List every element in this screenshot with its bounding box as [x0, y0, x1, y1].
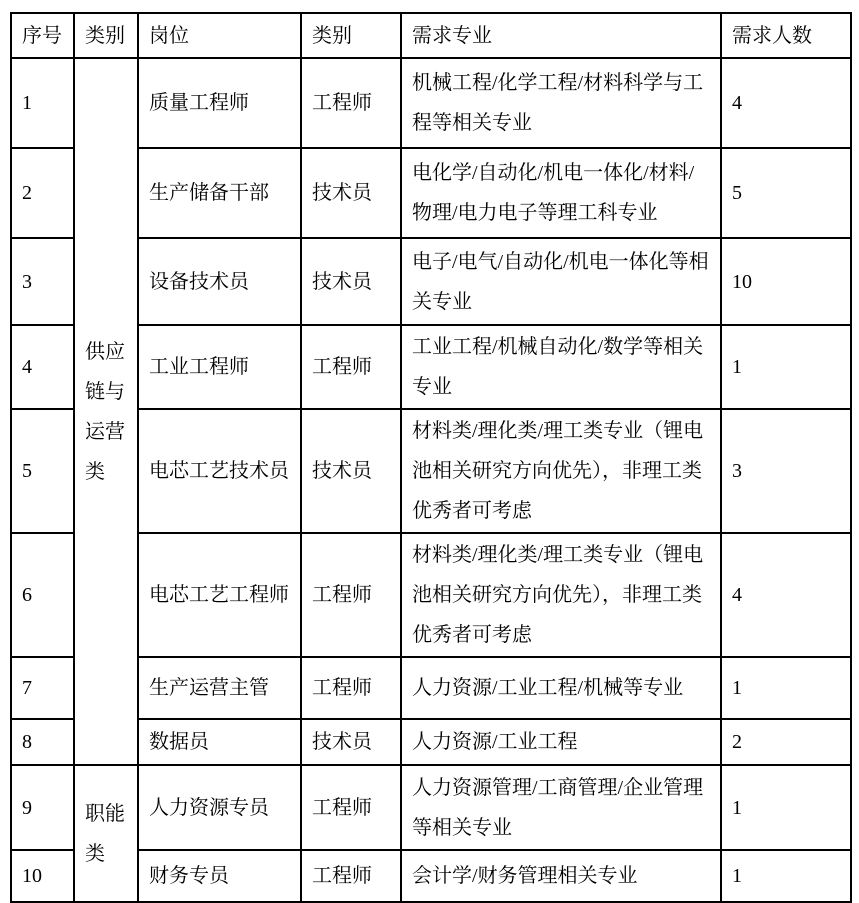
row-no-cell: 2	[11, 148, 74, 238]
category-cell-functional: 职能类	[74, 765, 138, 902]
header-row	[11, 13, 851, 58]
position-cell: 人力资源专员	[138, 765, 301, 850]
position-cell: 生产储备干部	[138, 148, 301, 238]
headcount-cell: 4	[721, 58, 851, 148]
title-type-cell: 工程师	[301, 325, 401, 409]
majors-cell: 人力资源管理/工商管理/企业管理等相关专业	[401, 765, 721, 850]
position-cell: 电芯工艺技术员	[138, 409, 301, 533]
row-no-cell: 10	[11, 850, 74, 902]
headcount-cell: 4	[721, 533, 851, 657]
headcount-cell: 5	[721, 148, 851, 238]
majors-cell: 会计学/财务管理相关专业	[401, 850, 721, 902]
headcount-cell: 10	[721, 238, 851, 325]
title-type-cell: 工程师	[301, 657, 401, 719]
header-cell-category: 类别	[74, 13, 138, 58]
title-type-cell: 技术员	[301, 238, 401, 325]
header-cell-no: 序号	[11, 13, 74, 58]
recruitment-table-container	[10, 12, 852, 903]
position-cell: 质量工程师	[138, 58, 301, 148]
majors-cell: 工业工程/机械自动化/数学等相关专业	[401, 325, 721, 409]
category-cell-supply-chain: 供应链与运营类	[74, 58, 138, 765]
row-no-cell: 5	[11, 409, 74, 533]
majors-cell: 人力资源/工业工程/机械等专业	[401, 657, 721, 719]
row-no-cell: 8	[11, 719, 74, 765]
headcount-cell: 1	[721, 657, 851, 719]
row-no-cell: 6	[11, 533, 74, 657]
header-cell-title-type: 类别	[301, 13, 401, 58]
headcount-cell: 2	[721, 719, 851, 765]
title-type-cell: 工程师	[301, 850, 401, 902]
table-row	[11, 58, 851, 148]
majors-cell: 电子/电气/自动化/机电一体化等相关专业	[401, 238, 721, 325]
position-cell: 设备技术员	[138, 238, 301, 325]
headcount-cell: 3	[721, 409, 851, 533]
title-type-cell: 技术员	[301, 148, 401, 238]
position-cell: 工业工程师	[138, 325, 301, 409]
header-cell-position: 岗位	[138, 13, 301, 58]
majors-cell: 人力资源/工业工程	[401, 719, 721, 765]
majors-cell: 材料类/理化类/理工类专业（锂电池相关研究方向优先），非理工类优秀者可考虑	[401, 409, 721, 533]
header-cell-headcount: 需求人数	[721, 13, 851, 58]
position-cell: 生产运营主管	[138, 657, 301, 719]
title-type-cell: 技术员	[301, 409, 401, 533]
row-no-cell: 9	[11, 765, 74, 850]
recruitment-table	[10, 12, 852, 903]
title-type-cell: 工程师	[301, 765, 401, 850]
row-no-cell: 4	[11, 325, 74, 409]
position-cell: 数据员	[138, 719, 301, 765]
majors-cell: 电化学/自动化/机电一体化/材料/物理/电力电子等理工科专业	[401, 148, 721, 238]
title-type-cell: 技术员	[301, 719, 401, 765]
majors-cell: 材料类/理化类/理工类专业（锂电池相关研究方向优先），非理工类优秀者可考虑	[401, 533, 721, 657]
position-cell: 财务专员	[138, 850, 301, 902]
table-row	[11, 765, 851, 850]
headcount-cell: 1	[721, 850, 851, 902]
title-type-cell: 工程师	[301, 58, 401, 148]
title-type-cell: 工程师	[301, 533, 401, 657]
row-no-cell: 1	[11, 58, 74, 148]
position-cell: 电芯工艺工程师	[138, 533, 301, 657]
row-no-cell: 3	[11, 238, 74, 325]
majors-cell: 机械工程/化学工程/材料科学与工程等相关专业	[401, 58, 721, 148]
headcount-cell: 1	[721, 325, 851, 409]
headcount-cell: 1	[721, 765, 851, 850]
header-cell-majors: 需求专业	[401, 13, 721, 58]
row-no-cell: 7	[11, 657, 74, 719]
